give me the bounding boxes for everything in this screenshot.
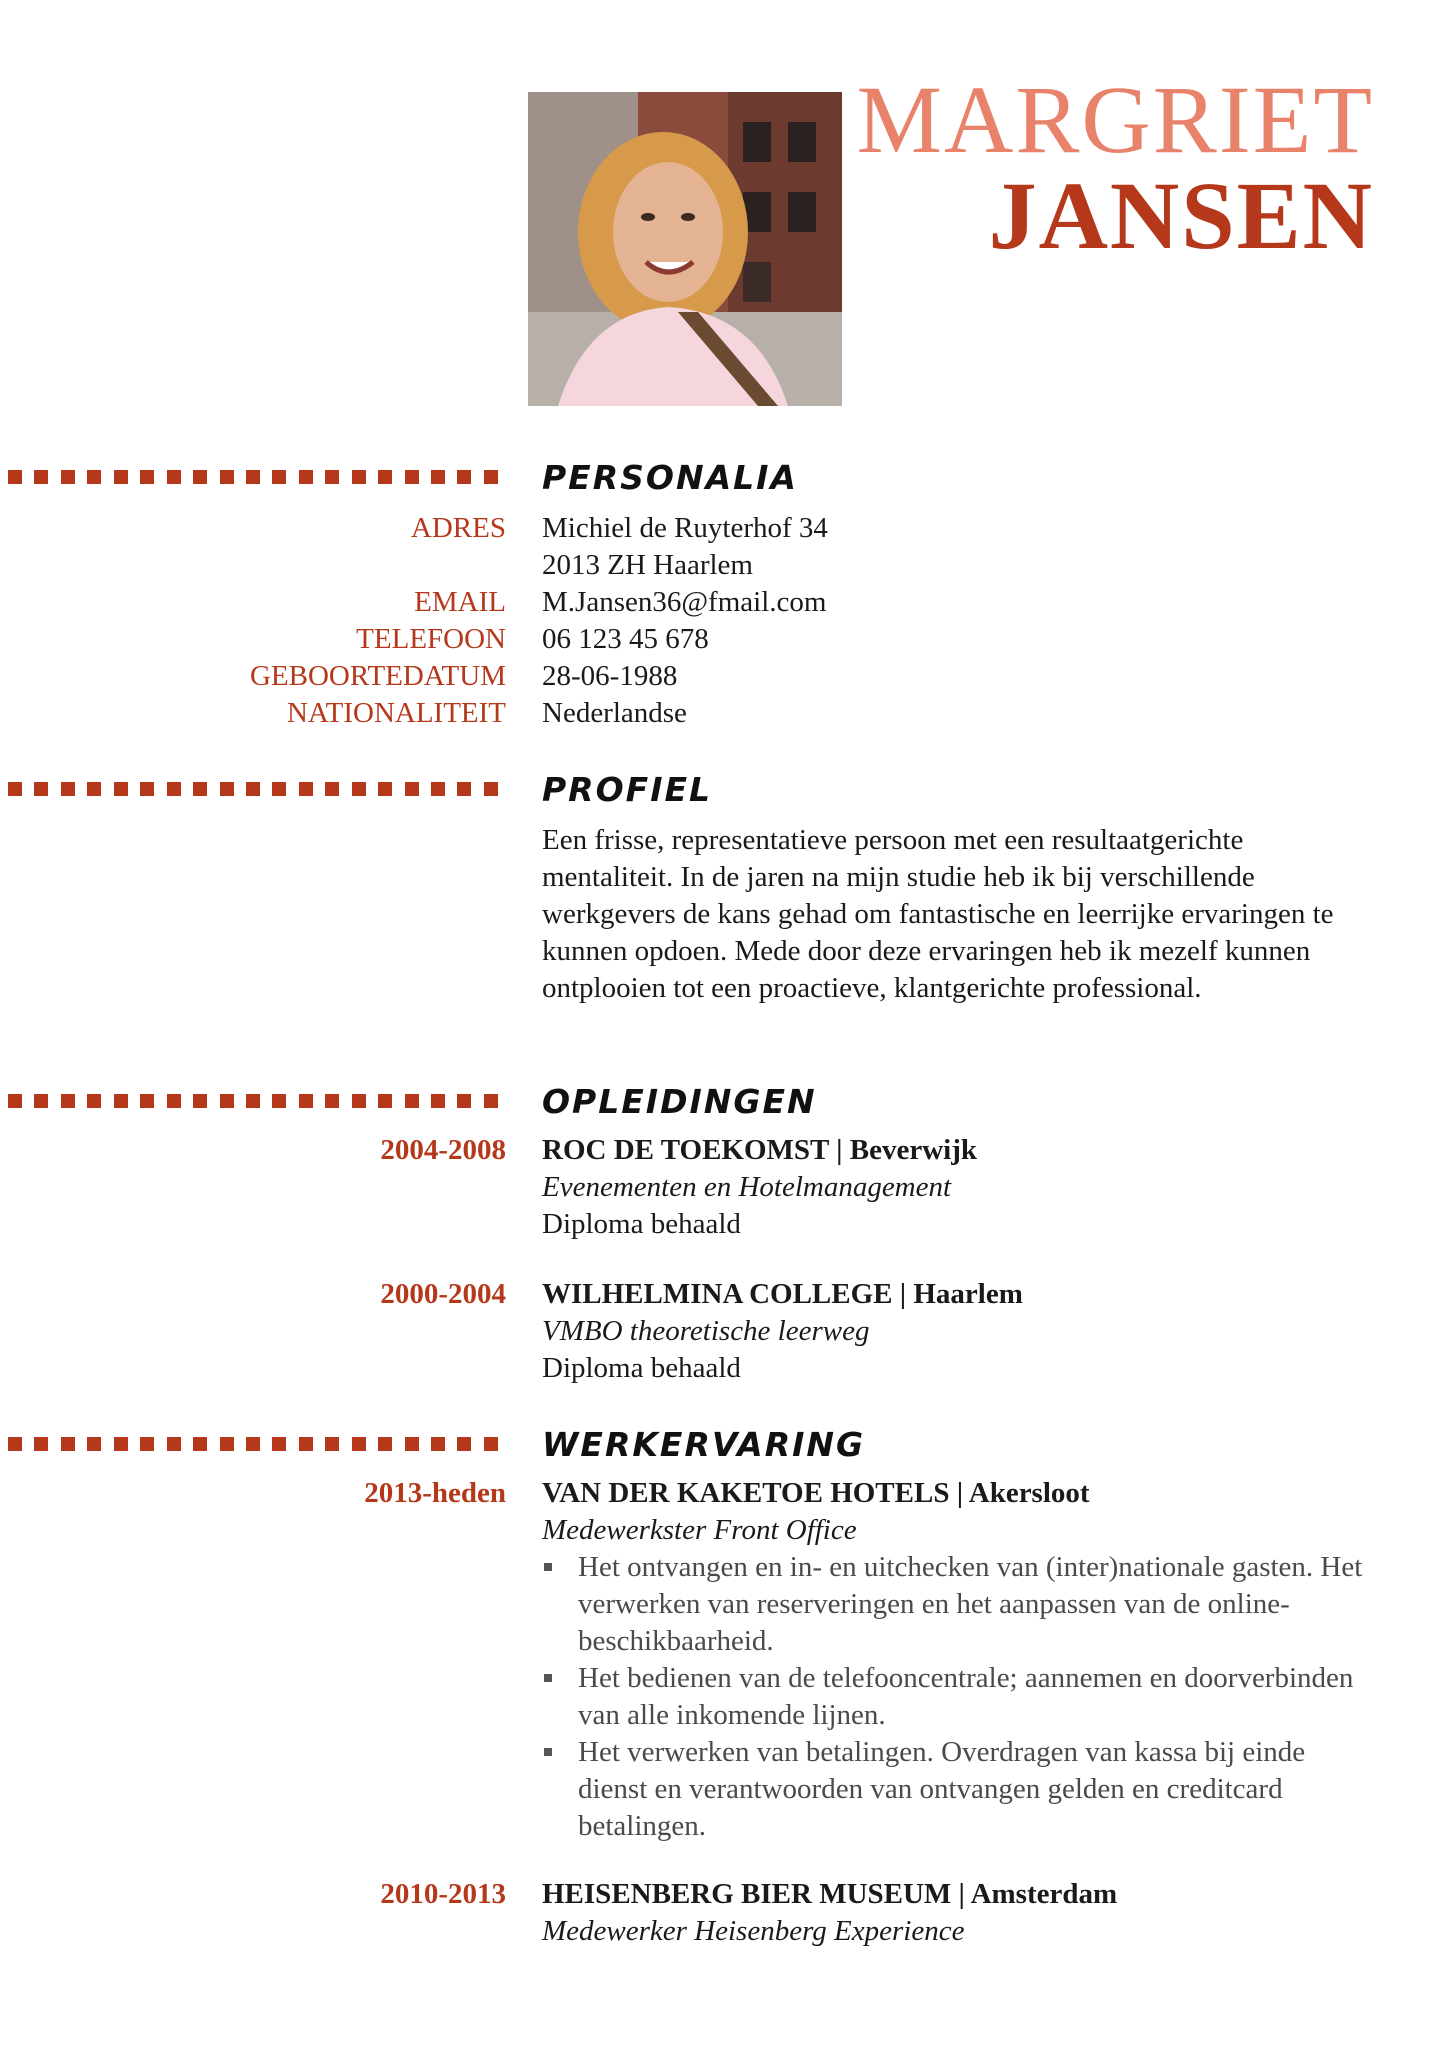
last-name: JANSEN — [988, 162, 1374, 269]
email-value: M.Jansen36@fmail.com — [542, 586, 827, 618]
list-item — [542, 1734, 1372, 1845]
geboortedatum-label: GEBOORTEDATUM — [249, 660, 506, 692]
profiel-text: Een frisse, representatieve persoon met een resultaatgerichte mentaliteit. In de jaren na mijn studie heb ik bij verschillende werkgevers de kans gehad om fantastische en leerrijke ervaringen te kunnen opdoen. Mede door deze ervaringen heb ik mezelf kunnen ontplooien tot een proactieve, klantgerichte professional. — [542, 824, 1334, 1004]
section-divider — [8, 1094, 498, 1110]
opleiding-study: VMBO theoretische leerweg — [542, 1315, 870, 1347]
opleiding-title: ROC DE TOEKOMST | Beverwijk — [542, 1134, 977, 1166]
bullet-icon — [544, 1674, 552, 1682]
telefoon-label: TELEFOON — [356, 623, 506, 655]
geboortedatum-value: 28-06-1988 — [542, 660, 678, 692]
email-label: EMAIL — [414, 586, 506, 618]
section-title-profiel: PROFIEL — [542, 770, 713, 809]
werk-bullets — [542, 1549, 1372, 1845]
adres-label: ADRES — [410, 512, 506, 544]
list-item — [542, 1660, 1372, 1734]
bullet-icon — [544, 1748, 552, 1756]
bullet-icon — [544, 1563, 552, 1571]
werk-title: HEISENBERG BIER MUSEUM | Amsterdam — [542, 1878, 1118, 1910]
bullet-text: Het bedienen van de telefooncentrale; aannemen en doorverbinden van alle inkomende lijnen. — [578, 1662, 1354, 1731]
telefoon-value: 06 123 45 678 — [542, 623, 709, 655]
profile-photo — [528, 92, 842, 406]
list-item — [542, 1549, 1372, 1660]
werk-title: VAN DER KAKETOE HOTELS | Akersloot — [542, 1477, 1090, 1509]
bullet-text: Het ontvangen en in- en uitchecken van (inter)nationale gasten. Het verwerken van reserveringen en het aanpassen van de online-beschikbaarheid. — [578, 1551, 1363, 1657]
nationaliteit-label: NATIONALITEIT — [286, 697, 506, 729]
section-title-werkervaring: WERKERVARING — [542, 1425, 866, 1464]
section-divider — [8, 782, 498, 798]
werk-period: 2010-2013 — [380, 1878, 506, 1910]
werk-period: 2013-heden — [364, 1477, 506, 1509]
opleiding-result: Diploma behaald — [542, 1208, 741, 1240]
opleiding-period: 2000-2004 — [380, 1278, 506, 1310]
opleiding-study: Evenementen en Hotelmanagement — [542, 1171, 952, 1203]
opleiding-result: Diploma behaald — [542, 1352, 741, 1384]
opleiding-period: 2004-2008 — [380, 1134, 506, 1166]
section-divider — [8, 470, 498, 486]
werk-role: Medewerkster Front Office — [542, 1514, 857, 1546]
section-title-personalia: PERSONALIA — [542, 458, 798, 497]
bullet-text: Het verwerken van betalingen. Overdragen van kassa bij einde dienst en verantwoorden van ontvangen gelden en creditcard betalingen. — [578, 1736, 1306, 1842]
first-name: MARGRIET — [856, 66, 1374, 173]
nationaliteit-value: Nederlandse — [542, 697, 687, 729]
adres-line2: 2013 ZH Haarlem — [542, 549, 753, 581]
section-divider — [8, 1437, 498, 1453]
werk-role: Medewerker Heisenberg Experience — [542, 1915, 965, 1947]
adres-line1: Michiel de Ruyterhof 34 — [542, 512, 828, 544]
section-title-opleidingen: OPLEIDINGEN — [542, 1082, 817, 1121]
opleiding-title: WILHELMINA COLLEGE | Haarlem — [542, 1278, 1023, 1310]
